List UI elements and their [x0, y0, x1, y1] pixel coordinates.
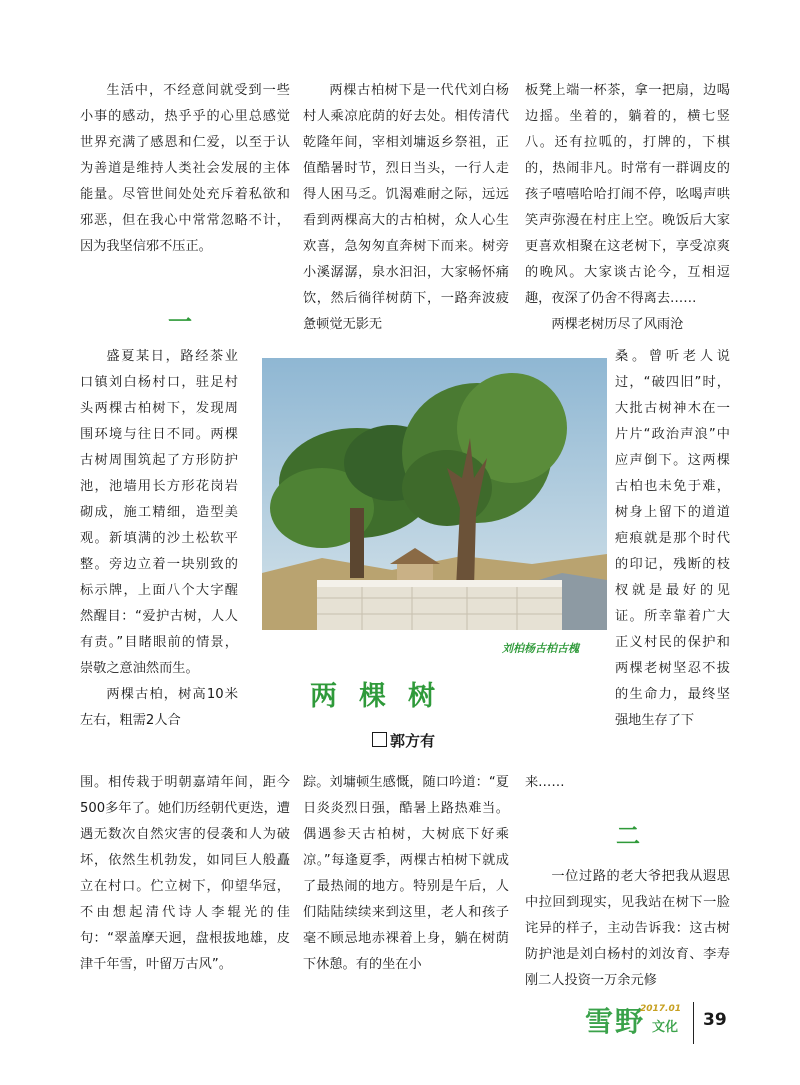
square-marker-icon	[372, 732, 387, 747]
author-name: 郭方有	[390, 732, 436, 750]
paragraph: 两棵古柏，树高10米左右，粗需2人合	[80, 687, 238, 728]
photo-caption: 刘柏杨古柏古槐	[502, 642, 579, 655]
column-3-continuation	[525, 770, 730, 796]
page-number: 39	[703, 1010, 727, 1030]
paragraph: 一位过路的老大爷把我从遐思中拉回到现实，见我站在树下一脸诧异的样子，主动告诉我：这古树防护池是刘白杨村的刘汝育、李寿刚二人投资一万余元修	[525, 869, 730, 988]
paragraph: 围。相传栽于明朝嘉靖年间，距今500多年了。她们历经朝代更迭，遭遇无数次自然灾害的侵袭和人为破坏，依然生机勃发，如同巨人般矗立在村口。伫立树下，仰望华冠，不由想起清代诗人李辊光的佳句：“翠盖摩天迥，盘根拔地雄，皮津千年雪，叶留万古风”。	[80, 775, 290, 972]
column-3-narrow	[615, 344, 730, 734]
paragraph: 踪。刘墉顿生感慨，随口吟道：“夏日炎炎烈日强，酷暑上路热难当。偶遇参天古柏树，大树底下好乘凉。”每逢夏季，两棵古柏树下就成了最热闹的地方。特别是午后，人们陆陆续续来到这里，老人和孩子毫不顾忌地赤裸着上身，躺在树荫下休憩。有的坐在小	[303, 775, 509, 972]
paragraph: 板凳上端一杯茶，拿一把扇，边喝边摇。坐着的，躺着的，横七竖八。还有拉呱的，打牌的，下棋的，热闹非凡。时常有一群调皮的孩子嘻嘻哈哈打闹不停，吆喝声哄笑声弥漫在村庄上空。晚饭后大家更喜欢相聚在这老树下，享受凉爽的晚风。大家谈古论今，互相逗趣，夜深了仍舍不得离去……	[525, 83, 730, 306]
section-heading-1: 一	[168, 308, 192, 336]
footer-divider	[693, 1002, 694, 1044]
section-heading-2: 二	[616, 822, 640, 850]
column-3-top	[525, 78, 730, 338]
magazine-logo: 雪野	[585, 1005, 646, 1038]
author-line	[372, 730, 435, 751]
column-3-bottom	[525, 864, 730, 994]
column-1-bottom	[80, 770, 290, 978]
paragraph: 桑。曾听老人说过，“破四旧”时，大批古树神木在一片片“政治声浪”中应声倒下。这两棵古柏也未免于难，树身上留下的道道疤痕就是那个时代的印记，残断的枝杈就是最好的见证。所幸靠着广大正义村民的保护和两棵老树坚忍不拔的生命力，最终坚强地生存了下	[615, 349, 730, 728]
paragraph: 两棵老树历尽了风雨沧	[551, 317, 684, 332]
section-label: 文化	[652, 1020, 679, 1035]
issue-number: 2017.01	[640, 1004, 681, 1014]
ancient-cypress-photo	[262, 358, 607, 630]
column-2-bottom	[303, 770, 509, 978]
column-1-narrow	[80, 344, 238, 734]
paragraph: 盛夏某日，路经茶业口镇刘白杨村口，驻足村头两棵古柏树下，发现周围环境与往日不同。两棵古树周围筑起了方形防护池，池墙用长方形花岗岩砌成，施工精细，造型美观。新填满的沙土松软平整。旁边立着一块别致的标示牌，上面八个大字醒然醒目：“爱护古树，人人有责。”目睹眼前的情景，崇敬之意油然而生。	[80, 349, 238, 676]
column-1-intro	[80, 78, 290, 260]
article-title: 两棵树	[310, 681, 457, 712]
paragraph: 两棵古柏树下是一代代刘白杨村人乘凉庇荫的好去处。相传清代乾隆年间，宰相刘墉返乡祭祖，正值酷暑时节，烈日当头，一行人走得人困马乏。饥渴难耐之际，远远看到两棵高大的古柏树，众人心生欢喜，急匆匆直奔树下而来。树旁小溪潺潺，泉水汩汩，大家畅怀痛饮，然后徜徉树荫下，一路奔波疲惫顿觉无影无	[303, 83, 509, 332]
tree-illustration	[262, 358, 607, 630]
paragraph: 来……	[525, 775, 565, 790]
column-2-top	[303, 78, 509, 338]
paragraph: 生活中，不经意间就受到一些小事的感动，热乎乎的心里总感觉世界充满了感恩和仁爱，以至于认为善道是维持人类社会发展的主体能量。尽管世间处处充斥着私欲和邪恶，但在我心中常常忽略不计，因为我坚信邪不压正。	[80, 83, 290, 254]
